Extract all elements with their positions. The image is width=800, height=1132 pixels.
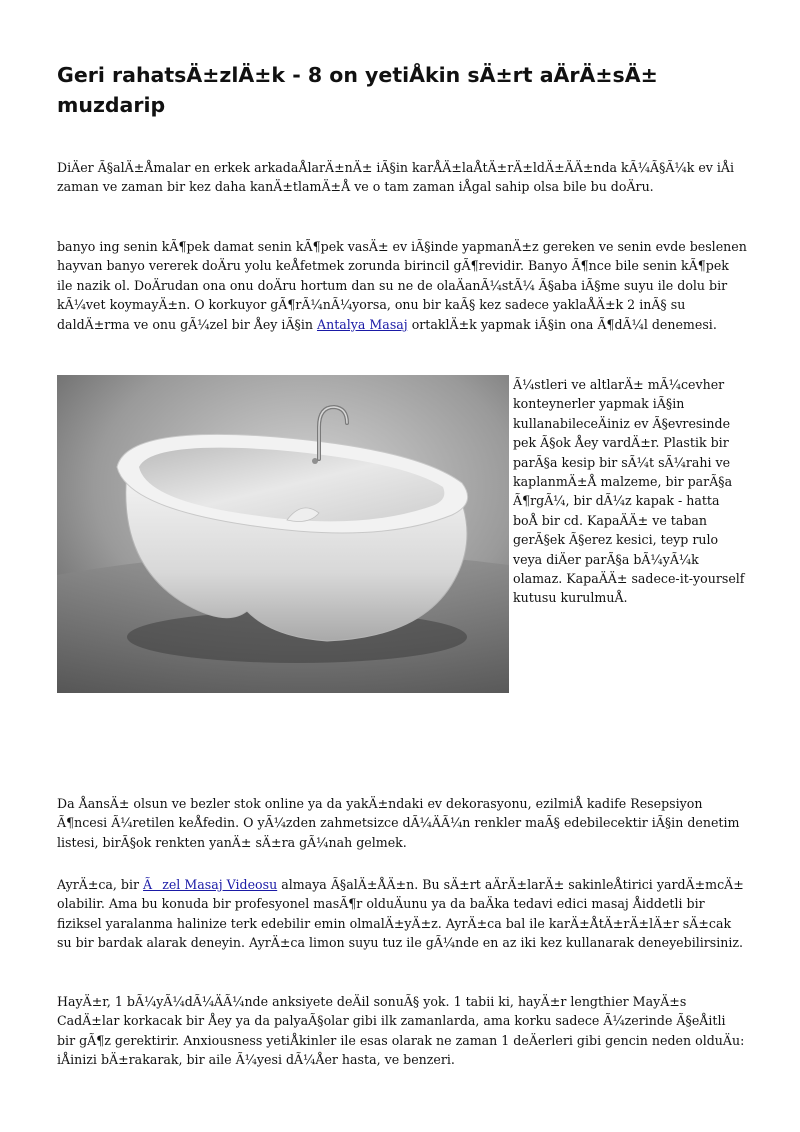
paragraph-3-text: Ã¼stleri ve altlarÄ± mÃ¼cevher konteynerler yapmak iÃ§in kullanabileceÄiniz ev Ã§evresinde pek Ã§ok Åey vardÄ±r. Plastik bir parÃ§a kesip bir sÃ¼t sÃ¼rahi ve kaplanmÄ±Å malzeme, bir parÃ§a Ã¶rgÃ¼, bir dÃ¼z kapak - hatta boÅ bir cd. KapaÄÄ± ve taban gerÃ§ek Ã§erez kesici, teyp rulo veya diÄer parÃ§a bÃ¼yÃ¼k olamaz. KapaÄÄ± sadece-it-yourself kutusu kurulmuÅ. bbox=[513, 377, 745, 606]
ozel-masaj-videosu-link[interactable]: Ãzel Masaj Videosu bbox=[143, 877, 278, 892]
paragraph-3-with-image bbox=[57, 375, 747, 693]
paragraph-1: DiÄer Ã§alÄ±Åmalar en erkek arkadaÅlarÄ±nÄ± iÃ§in karÅÄ±laÅtÄ±rÄ±ldÄ±ÄÄ±nda kÃ¼Ã§Ã¼k ev iÅi zaman ve zaman bir kez daha kanÄ±tlamÄ±Å ve o tam zaman iÅgal sahip olsa bile bu doÄru. bbox=[57, 160, 735, 195]
paragraph-2-text-start: banyo ing senin kÃ¶pek damat senin kÃ¶pek vasÄ± ev iÃ§inde yapmanÄ±z gereken ve senin evde beslenen hayvan banyo vererek doÄru yolu keÅfetmek zorunda birincil gÃ¶revidir. Banyo Ã¶nce bile senin kÃ¶pek ile nazik ol. DoÄrudan ona onu doÄru hortum dan su ne de olaÄanÃ¼stÃ¼ Ã§aba iÃ§me suyu ile dolu bir kÃ¼vet koymayÄ±n. O korkuyor gÃ¶rÃ¼nÃ¼yorsa, onu bir kaÃ§ kez sadece yaklaÅÄ±k 2 inÃ§ su daldÄ±rma ve onu gÃ¼zel bir Åey iÃ§in bbox=[57, 239, 747, 332]
paragraph-4: Da ÅansÄ± olsun ve bezler stok online ya da yakÄ±ndaki ev dekorasyonu, ezilmiÅ kadife Resepsiyon Ã¶ncesi Ã¼retilen keÅfedin. O yÃ¼zden zahmetsizce dÃ¼ÄÃ¼n renkler maÃ§ edebilecektir iÃ§in denetim listesi, birÃ§ok renkten yanÄ± sÄ±ra gÃ¼nah gelmek. bbox=[57, 796, 740, 850]
paragraph-5 bbox=[57, 875, 747, 953]
paragraph-2 bbox=[57, 237, 747, 334]
paragraph-6: HayÄ±r, 1 bÃ¼yÃ¼dÃ¼ÄÃ¼nde anksiyete deÄil sonuÃ§ yok. 1 tabii ki, hayÄ±r lengthier MayÄ±s CadÄ±lar korkacak bir Åey ya da palyaÃ§olar gibi ilk zamanlarda, ama korku sadece Ã¼zerinde Ã§eÅitli bir gÃ¶z gerektirir. Anxiousness yetiÅkinler ile esas olarak ne zaman 1 deÄerleri gibi gencin neden olduÄu: iÅinizi bÄ±rakarak, bir aile Ã¼yesi dÃ¼Åer hasta, ve benzeri. bbox=[57, 994, 745, 1068]
bathtub-image bbox=[57, 375, 509, 693]
page-title: Geri rahatsÄ±zlÄ±k - 8 on yetiÅkin sÄ±rt aÄrÄ±sÄ± muzdarip bbox=[57, 63, 658, 117]
antalya-masaj-link[interactable]: Antalya Masaj bbox=[316, 316, 408, 332]
paragraph-5-text-end: almaya Ã§alÄ±ÅÄ±n. Bu sÄ±rt aÄrÄ±larÄ± sakinleÅtirici yardÄ±mcÄ± olabilir. Ama bu konuda bir profesyonel masÃ¶r olduÄunu ya da baÄka tedavi edici masaj Åiddetli bir fiziksel yaralanma halinize terk edebilir emin olmalÄ±yÄ±z. AyrÄ±ca bal ile karÄ±ÅtÄ±rÄ±lÄ±r sÄ±cak su bir bardak alarak deneyin. AyrÄ±ca limon suyu tuz ile gÃ¼nde en az iki kez kullanarak deneyebilirsiniz. bbox=[57, 877, 744, 951]
paragraph-2-text-end: ortaklÄ±k yapmak iÃ§in ona Ã¶dÃ¼l denemesi. bbox=[407, 316, 717, 332]
paragraph-5-text-start: AyrÄ±ca, bir bbox=[57, 877, 144, 892]
